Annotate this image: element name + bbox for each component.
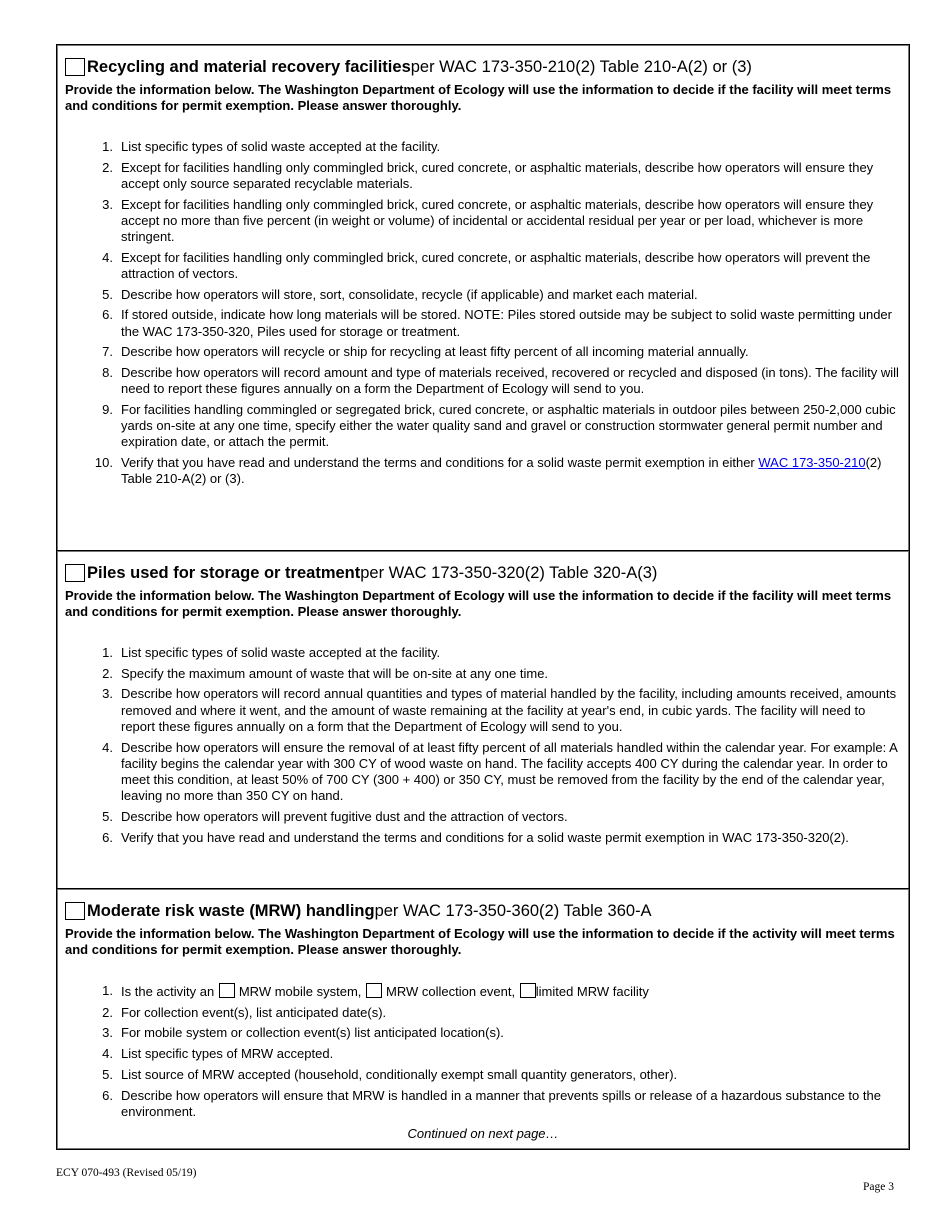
item-text: Verify that you have read and understand the terms and conditions for a solid waste permit exemption in WAC 173-350-320(2). [121,829,849,845]
section-reference: per WAC 173-350-210(2) Table 210-A(2) or (3) [410,58,752,76]
section-piles [57,551,909,850]
list-item [65,645,901,661]
list-item [65,250,901,282]
item-number: 2. [102,159,113,175]
list-item [65,455,901,487]
list-item [65,740,901,805]
item-number: 6. [102,1087,113,1103]
list-item [65,365,901,397]
item-text: Describe how operators will record amount and type of materials received, recovered or recycled and disposed (in tons). The facility will need to report these figures annually on a form the Department of Ecology will send to you. [121,364,899,397]
mrw-collection-event-checkbox[interactable] [366,983,382,998]
list-item [65,1005,901,1021]
section-header [65,901,901,921]
item-text: Describe how operators will record annual quantities and types of material handled by the facility, including amounts received, amounts removed and where it went, and the amount of waste remaining at the facility at year's end, in cubic yards. The facility will need to report these figures annually on a form that the Department of Ecology will send to you. [121,686,897,734]
item1-prefix: Is the activity an [121,984,215,999]
item-text: Describe how operators will prevent fugitive dust and the attraction of vectors. [121,808,568,824]
item-number: 4. [102,1046,113,1062]
list-item [65,983,901,1000]
section-header [65,57,901,77]
form-frame [56,44,910,1150]
list-item [65,809,901,825]
mrw-mobile-system-label: MRW mobile system, [238,984,362,999]
list-item [65,1067,901,1083]
mrw-checkbox[interactable] [65,902,85,920]
recycling-checkbox[interactable] [65,58,85,76]
item10-text-after: (2) Table 210-A(2) or (3). [121,454,882,487]
item-text: Describe how operators will store, sort, consolidate, recycle (if applicable) and market each material. [121,286,698,302]
item-number: 7. [102,344,113,360]
section-reference: per WAC 173-350-320(2) Table 320-A(3) [360,564,658,582]
item-number: 1. [102,983,113,998]
section-header [65,563,901,583]
mrw-collection-event-label: MRW collection event, [386,984,516,999]
item-text: Except for facilities handling only commingled brick, cured concrete, or asphaltic materials, describe how operators will ensure they accept no more than five percent (in weight or volume) of incidental or accidental residual per year or per load, whichever is more stringent. [121,196,874,245]
section-mrw [57,889,909,1124]
item-text: Except for facilities handling only commingled brick, cured concrete, or asphaltic materials, describe how operators will ensure they accept only source separated recyclable materials. [121,159,874,191]
section-instructions: Provide the information below. The Washington Department of Ecology will use the information to decide if the facility will meet terms and conditions for permit exemption. Please answer thoroughly. [65,82,892,113]
list-item [65,1025,901,1041]
section-recycling [57,45,909,490]
item-text [121,983,901,1000]
list-item [65,1046,901,1062]
section-title: Recycling and material recovery facilities [87,58,411,76]
item-text: If stored outside, indicate how long materials will be stored. NOTE: Piles stored outside may be subject to solid waste permitting under the WAC 173-350-320, Piles used for storage or treatment. [121,307,892,339]
page-number: Page 3 [863,1181,894,1193]
section-title: Moderate risk waste (MRW) handling [87,902,375,920]
mrw-mobile-system-checkbox[interactable] [219,983,235,998]
item10-text-before: Verify that you have read and understand the terms and conditions for a solid waste permit exemption in either [121,454,759,470]
list-item [65,1088,901,1120]
item-number: 1. [102,139,113,154]
item-text: List source of MRW accepted (household, conditionally exempt small quantity generators, other). [121,1066,678,1082]
item-text: For collection event(s), list anticipated date(s). [121,1004,387,1020]
list-item [65,666,901,682]
item-text: List specific types of MRW accepted. [121,1046,334,1062]
item-number: 5. [102,286,113,302]
item-text: Except for facilities handling only commingled brick, cured concrete, or asphaltic materials, describe how operators will prevent the attraction of vectors. [121,249,871,281]
item-text: List specific types of solid waste accepted at the facility. [121,645,441,660]
section-reference: per WAC 173-350-360(2) Table 360-A [374,902,652,920]
item-number: 2. [102,665,113,681]
list-item [65,307,901,339]
item-number: 5. [102,808,113,824]
limited-mrw-facility-label: limited MRW facility [535,984,649,999]
piles-checkbox[interactable] [65,564,85,582]
item-number: 10. [94,454,113,470]
item-number: 3. [102,1025,113,1041]
question-list [65,139,901,487]
item-number: 3. [102,686,113,702]
item-text: Describe how operators will ensure that MRW is handled in a manner that prevents spills or release of a hazardous substance to the environment. [121,1087,881,1119]
section-instructions: Provide the information below. The Washington Department of Ecology will use the information to decide if the activity will meet terms and conditions for permit exemption. Please answer thoroughly. [65,926,895,957]
wac-173-350-210-link[interactable]: WAC 173-350-210 [758,454,866,470]
item-number: 6. [102,829,113,845]
item-number: 1. [102,645,113,660]
list-item [65,160,901,192]
item-number: 9. [102,401,113,417]
list-item [65,197,901,246]
section-instructions: Provide the information below. The Washington Department of Ecology will use the information to decide if the facility will meet terms and conditions for permit exemption. Please answer thoroughly. [65,588,892,619]
item-text: List specific types of solid waste accepted at the facility. [121,139,441,154]
list-item [65,139,901,155]
section-title: Piles used for storage or treatment [87,564,361,582]
item-number: 6. [102,307,113,323]
item-text: Describe how operators will recycle or ship for recycling at least fifty percent of all incoming material annually. [121,344,749,360]
item-number: 4. [102,739,113,755]
question-list [65,645,901,846]
limited-mrw-facility-checkbox[interactable] [520,983,536,998]
item-text [121,455,901,487]
item-number: 3. [102,196,113,212]
list-item [65,287,901,303]
list-item [65,830,901,846]
item-text: For facilities handling commingled or segregated brick, cured concrete, or asphaltic materials in outdoor piles between 250-2,000 cubic yards on-site at any one time, specify either the water quality sand and gravel or construction stormwater general permit number and expiration date, or attach the permit. [121,401,896,450]
item-number: 4. [102,249,113,265]
list-item [65,686,901,735]
form-id: ECY 070-493 (Revised 05/19) [56,1167,197,1179]
list-item [65,344,901,360]
item-text: For mobile system or collection event(s) list anticipated location(s). [121,1025,504,1041]
question-list [65,983,901,1120]
continued-note: Continued on next page… [407,1126,559,1141]
item-text: Specify the maximum amount of waste that will be on-site at any one time. [121,665,549,681]
item-text: Describe how operators will ensure the removal of at least fifty percent of all materials handled within the calendar year. For example: A facility begins the calendar year with 300 CY of wood waste on hand. The facility accepts 400 CY during the calendar year. In order to meet this condition, at least 50% of 700 CY (300 + 400) or 350 CY, must be removed from the facility by the end of the calendar year, leaving no more than 350 CY on hand. [121,739,898,804]
item-number: 5. [102,1066,113,1082]
item-number: 2. [102,1004,113,1020]
item-number: 8. [102,364,113,380]
list-item [65,402,901,451]
